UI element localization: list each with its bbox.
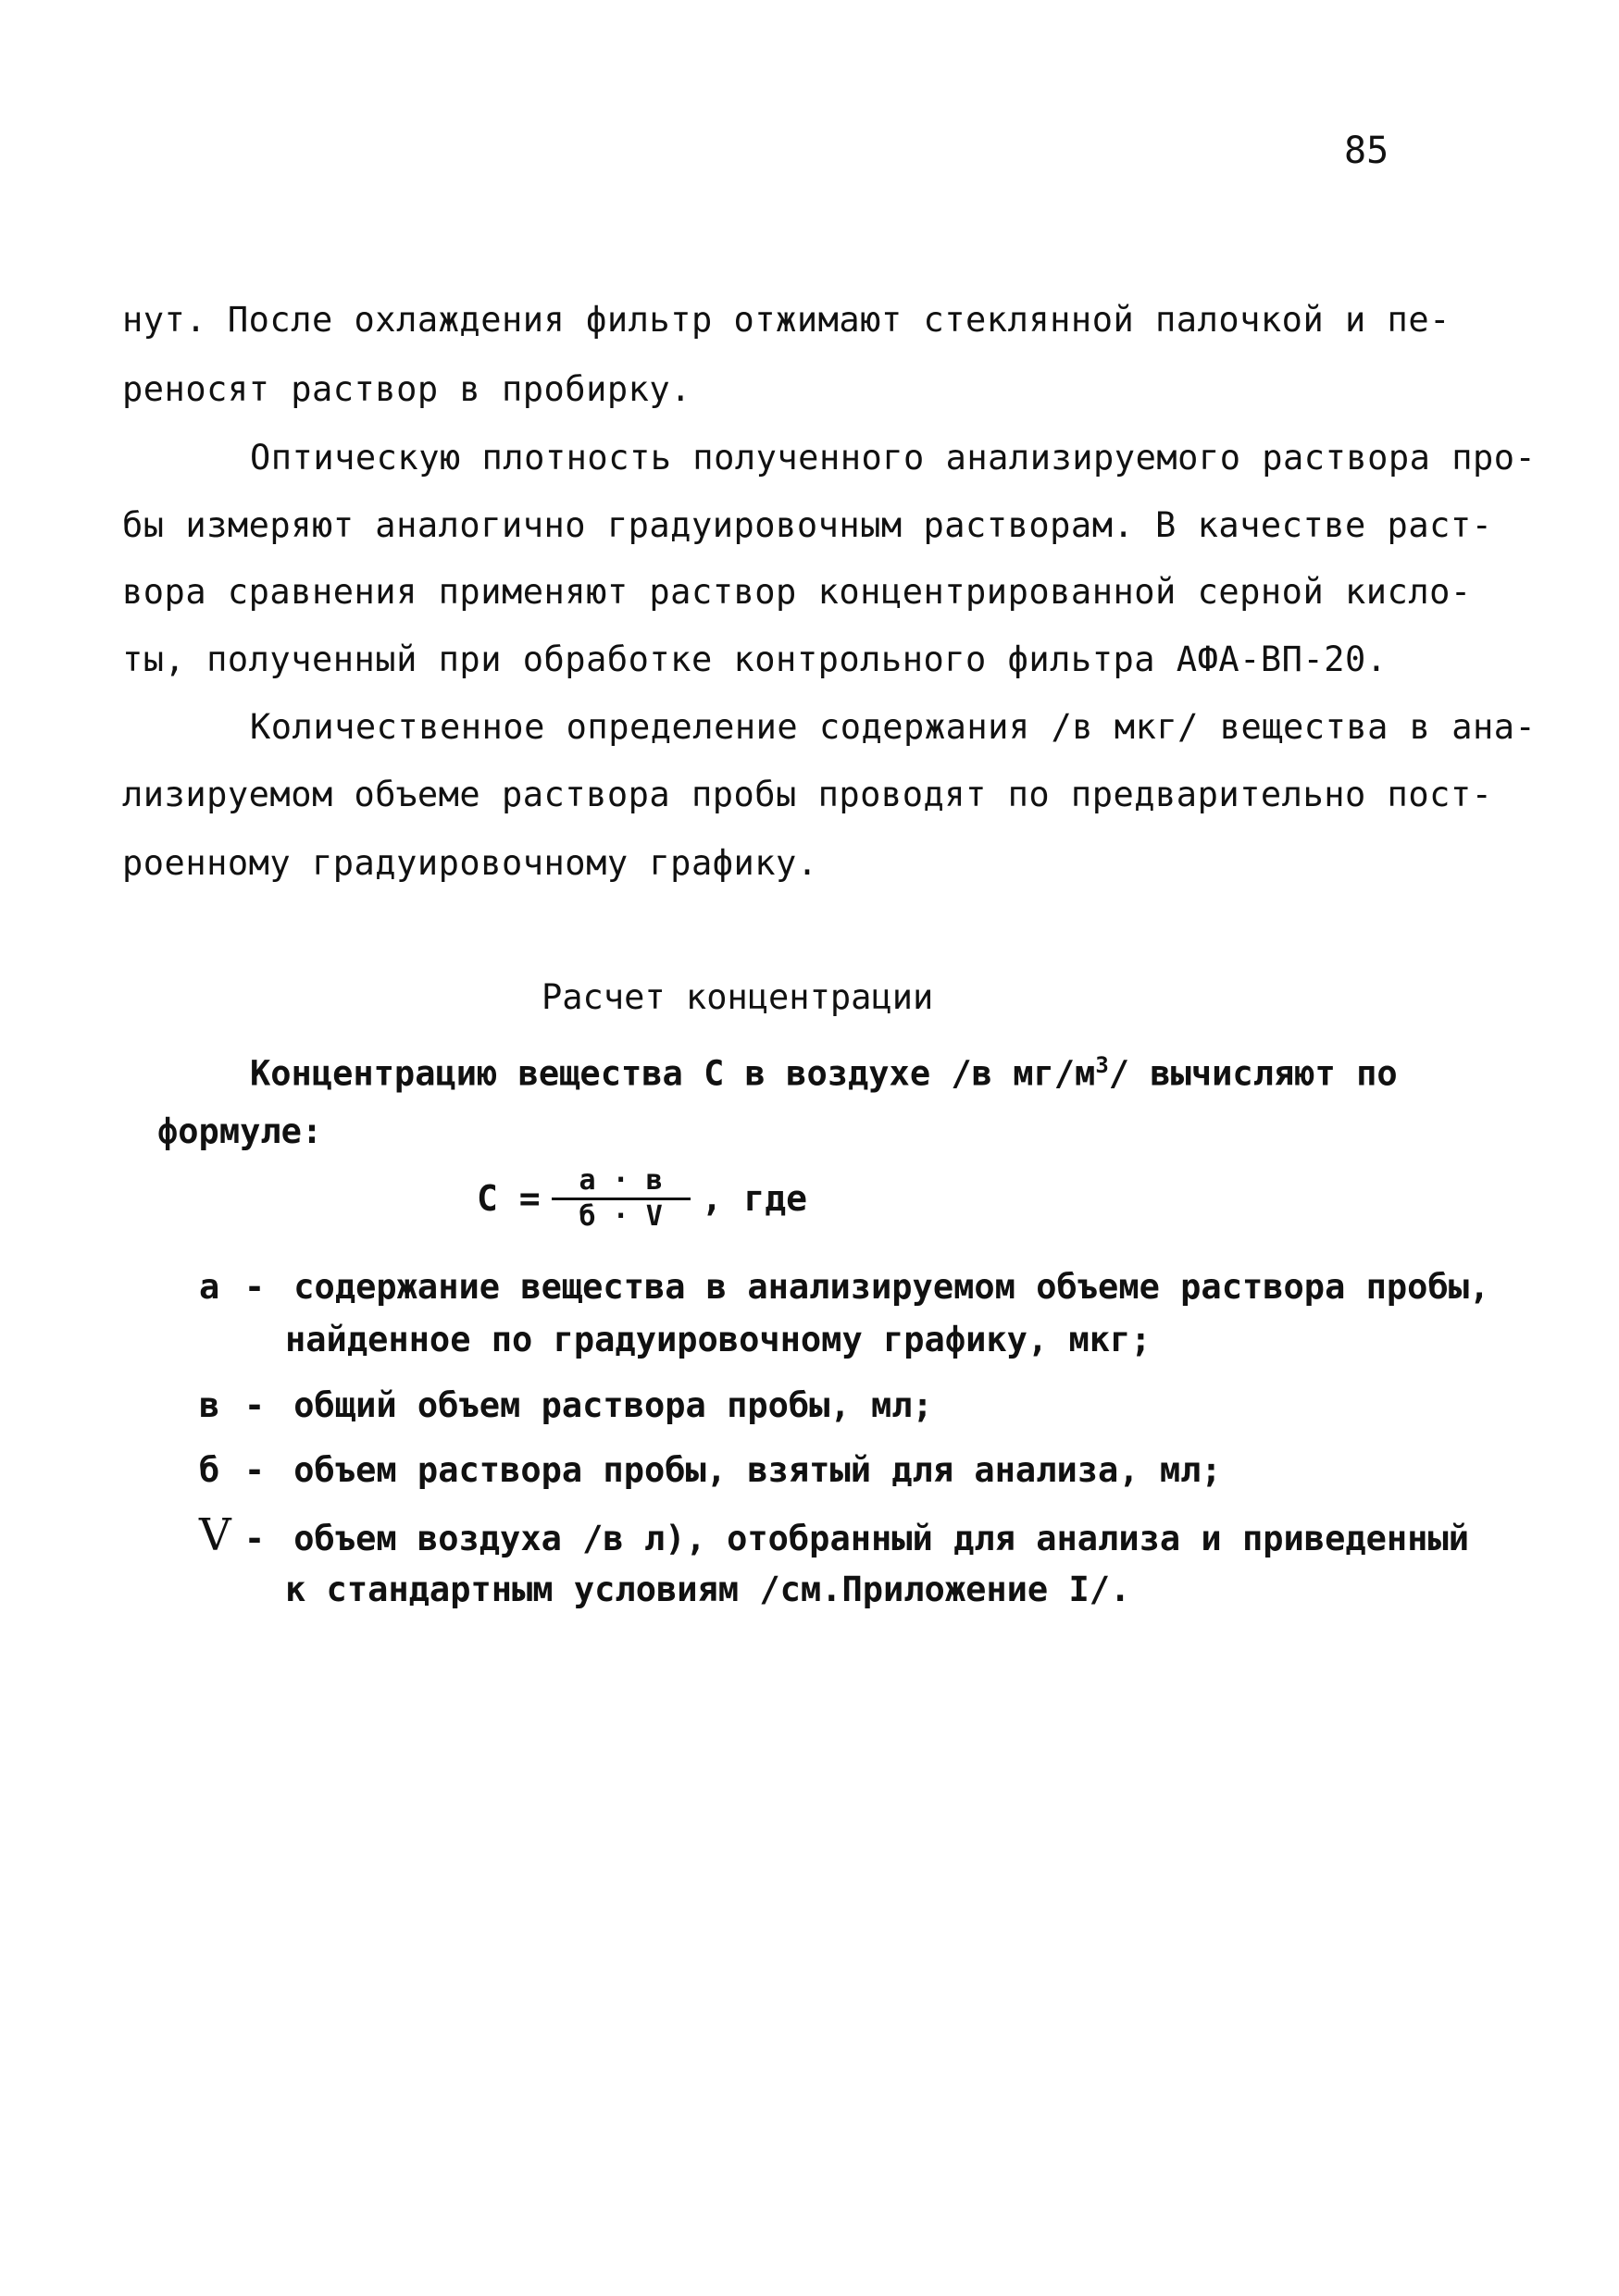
paragraph3-line-3: роенному градуировочному графику. bbox=[122, 843, 818, 883]
section-intro-line-2: формуле: bbox=[157, 1111, 323, 1151]
paragraph2-line-2: бы измеряют аналогично градуировочным растворам. В качестве раст- bbox=[122, 505, 1493, 545]
formula-lhs: С = bbox=[477, 1178, 541, 1219]
definition-text: общий объем раствора пробы, мл; bbox=[293, 1385, 933, 1425]
formula-fraction bbox=[552, 1163, 691, 1233]
definition-symbol: б bbox=[199, 1450, 220, 1490]
definition-dash: - bbox=[243, 1385, 266, 1425]
definition-a bbox=[199, 1266, 1489, 1309]
paragraph1-line-2: реносят раствор в пробирку. bbox=[122, 369, 691, 409]
intro-text-before: Концентрацию вещества С в воздухе /в мг/м bbox=[250, 1053, 1096, 1094]
paragraph1-line-1: нут. После охлаждения фильтр отжимают стеклянной палочкой и пе- bbox=[122, 300, 1451, 340]
section-intro-line-1 bbox=[250, 1044, 1398, 1095]
definition-dash: - bbox=[243, 1267, 266, 1307]
definition-text: содержание вещества в анализируемом объеме раствора пробы, bbox=[293, 1267, 1490, 1307]
formula-suffix: , где bbox=[701, 1178, 808, 1219]
paragraph2-line-4: ты, полученный при обработке контрольного фильтра АФА-ВП-20. bbox=[122, 639, 1388, 679]
definition-symbol: V bbox=[199, 1509, 231, 1561]
intro-superscript: 3 bbox=[1095, 1052, 1109, 1078]
definition-volume bbox=[199, 1509, 1470, 1561]
formula-denominator: б · V bbox=[579, 1199, 663, 1233]
paragraph3-line-1: Количественное определение содержания /в мкг/ вещества в ана- bbox=[250, 707, 1537, 747]
definition-v bbox=[199, 1384, 933, 1427]
concentration-formula bbox=[477, 1161, 807, 1235]
definition-b bbox=[199, 1449, 1222, 1492]
definition-dash: - bbox=[243, 1519, 266, 1558]
section-heading: Расчет концентрации bbox=[542, 977, 934, 1017]
definition-text: объем воздуха /в л), отобранный для анализа и приведенный bbox=[293, 1519, 1470, 1558]
paragraph2-line-1: Оптическую плотность полученного анализируемого раствора про- bbox=[250, 438, 1537, 478]
definition-text: объем раствора пробы, взятый для анализа, мл; bbox=[293, 1450, 1222, 1490]
definition-a-continuation: найденное по градуировочному графику, мкг; bbox=[285, 1320, 1152, 1359]
page-number: 85 bbox=[1344, 130, 1389, 172]
definition-symbol: а bbox=[199, 1267, 220, 1307]
paragraph2-line-3: вора сравнения применяют раствор концентрированной серной кисло- bbox=[122, 572, 1472, 612]
definition-dash: - bbox=[243, 1450, 266, 1490]
definition-volume-continuation: к стандартным условиям /см.Приложение I/. bbox=[285, 1570, 1131, 1609]
formula-numerator: а · в bbox=[579, 1163, 663, 1197]
definition-symbol: в bbox=[199, 1385, 220, 1425]
paragraph3-line-2: лизируемом объеме раствора пробы проводят по предварительно пост- bbox=[122, 775, 1493, 814]
intro-text-after: / вычисляют по bbox=[1108, 1053, 1398, 1094]
